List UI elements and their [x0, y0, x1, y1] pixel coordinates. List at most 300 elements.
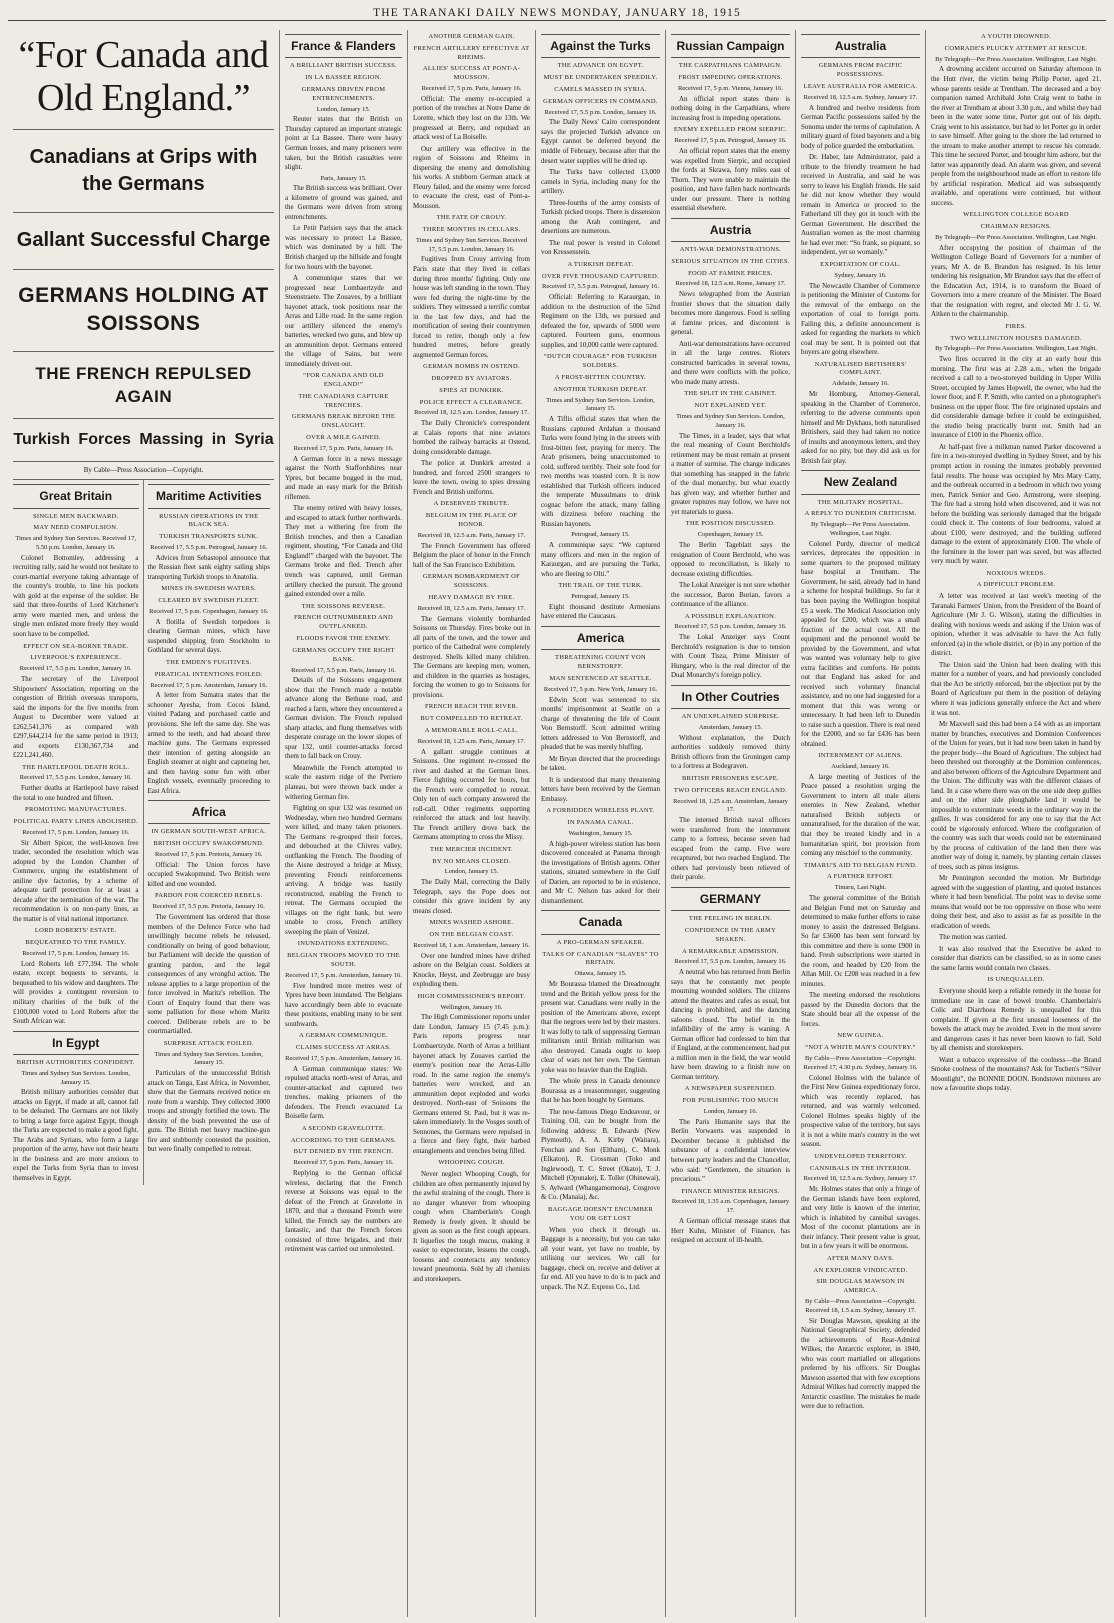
- dateline: Received 17, 5.5 p.m. London, January 16.: [544, 108, 657, 116]
- article-headline: TURKISH TRANSPORTS SUNK.: [159, 533, 259, 541]
- article-paragraph: The Union said the Union had been dealing with this matter for a number of years, and had previously concluded that the Act be strictly enforced, but the objection put by the Board of Agriculture put them in the position of delaying where it was judicious generally enforce the Act and where it was not.: [931, 660, 1101, 717]
- article-paragraph: A neutral who has returned from Berlin says that he constantly met people mourning wounded soldiers. The citizens attend the theatres and cafes as usual, but dancing is prohibited, and the dancing saloons closed. The belief in the infallibility of the army is waning. A German officer had confessed to him that if England, at the commencement, had put a million men in the field, the war would have been drawing to a finish now on German territory.: [671, 968, 790, 1081]
- article-paragraph: The general committee of the British and Belgian Fund met on Saturday and determined to make further efforts to raise money to assist the distressed Belgians. So far £3600 has been sent forward by this committee and there is some £900 in hand. Fresh subscriptions were started in the room, and headed by £20 from the Allan Mill. Oc £208 was reached in a few minutes.: [801, 894, 920, 988]
- dateline: Times and Sydney Sun Services. London, January 16.: [676, 413, 785, 429]
- article-headline: ALLIES' SUCCESS AT PONT-A-MOUSSON.: [422, 65, 521, 82]
- dateline: By Cable—Press Association—Copyright. Received 18, 1.5 a.m. Sydney, January 17.: [804, 1298, 917, 1314]
- article-paragraph: A letter was received at last week's meeting of the Taranaki Farmers' Union, from the President of the Board of Agriculture (Mr J. G. Wilson), stating the difficulties in dealing with noxious weeds and asking if the Union was of opinion, whether it was advisable to have the Act fully enforced (a) in the whole district, or (b) in any portion of the district.: [931, 592, 1101, 658]
- article-headline: MINES IN SWEDISH WATERS.: [161, 585, 257, 593]
- article-paragraph: Official: The Union forces have occupied Swakopmund. Two British were killed and one wounded.: [147, 860, 270, 888]
- dateline: Paris, January 15.: [320, 174, 367, 182]
- article-paragraph: Without explanation, the Dutch authorities suddenly removed thirty British officers from the Groningen camp to a fortress at Bodegraven.: [671, 733, 790, 771]
- article-headline: FRENCH ARTILLERY EFFECTIVE AT RHEIMS.: [413, 44, 530, 61]
- article-paragraph: Meanwhile the French attempted to scale the eastern ridge of the Perriere plateau, but were thrown back under a withering German fire.: [285, 763, 402, 801]
- lead-title: “For Canada and Old England.”: [13, 30, 274, 130]
- article-paragraph: Everyone should keep a reliable remedy in the house for immediate use in case of bowel trouble. Chamberlain's Colic and Diarrhoea Remedy is unequalled for this complaint. If given at the first unusual looseness of the bowels the attack may be avoided. Even in the most severe and dangerous cases it has never been known to fail. Sold by all chemists and storekeepers.: [931, 987, 1101, 1053]
- article-paragraph: Over one hundred mines have drifted ashore on the Belgian coast. Soldiers at Knocke, Heyst, and Zeebrugge are busy exploding them.: [413, 951, 530, 989]
- article-paragraph: Further deaths at Hartlepool have raised the total to one hundred and fifteen.: [13, 784, 139, 802]
- article-paragraph: The enemy retired with heavy losses, and escaped to attack further northwards. They met a withering fire from the British trenches, and then a Canadian regiment, shouting, “For Canada and Old England!” charged with the bayonet. The Germans broke and fled. Trench after trench was captured, until German artillery checked the pursuit. The ground gained extended over a mile.: [285, 504, 402, 599]
- article-headline: A DESERVED TRIBUTE.: [433, 500, 510, 508]
- article-paragraph: The Times, in a leader, says that what the real meaning of Count Berchtold's retirement may be must remain at present a matter of surmise. The change indicates that something has snapped in the fabric of the dual monarchy, but what exactly has given way, and whether further and greater ruptures may follow, we have not yet materials to guess.: [671, 431, 790, 516]
- article-paragraph: The Paris Humanite says that the Berlin Vorwaerts was suspended in December because it published the substance of a confidential interview between party leaders and the Chancellor, who said: “Gentlemen, the situation is precarious.”: [671, 1117, 790, 1184]
- article-paragraph: The motion was carried.: [939, 933, 1008, 942]
- article-paragraph: Details of the Soissons engagement show that the French made a notable advance along the Bethune road, and reached a farm, where they encountered a German division. The French repulsed sharp attacks, and flung themselves with desperate courage on the lower slopes of spur 132, until counter-attacks forced them to fall back on Crouy.: [285, 676, 402, 761]
- dateline: London, January 16.: [703, 1108, 758, 1116]
- article-headline: SPIES AT DUNKIRK.: [439, 386, 504, 394]
- dateline: Received 18, 12.5 a.m. Paris, January 17.: [417, 531, 526, 539]
- article-headline: THE ADVANCE ON EGYPT.: [557, 62, 644, 70]
- article-headline: IN LA BASSEE REGION.: [305, 74, 382, 82]
- article-headline: INTERNMENT OF ALIENS.: [818, 752, 903, 760]
- article-paragraph: A communique states that we progressed near Lombaertzyde and Steenstraete. The Zouaves, by a brilliant bayonet attack, took positions near the Arras and Lille road. In the same region our artillery silenced the enemy's batteries, wrecked two guns, and blew up an ammunition depot. Germans entered the village of Sains, but were immediately driven out.: [285, 274, 402, 368]
- dateline: Received 18, 12.5 a.m. London, January 17.: [414, 409, 529, 417]
- article-headline: THE SOISSONS REVERSE.: [301, 602, 386, 610]
- article-paragraph: Never neglect Whooping Cough, for children are often permanently injured by the awful straining of the cough. There is no danger whatever from whooping cough when Chamberlain's Cough Remedy is freely given. It should be given as soon as the first cough appears. It liquefies the tough mucus, making it easier to expectorate, lessens the cough, loosens and counteracts any tendency toward pneumonia. Sold by all chemists and storekeepers.: [413, 1170, 530, 1283]
- dateline: Received 17, 5 p.m. London, January 16.: [22, 828, 130, 836]
- article-headline: A REPLY TO DUNEDIN CRITICISM.: [804, 510, 917, 518]
- article-paragraph: The now-famous Diego Endeavour, or Training Oil, can be bought from the following address: B. Edwards (New Plymouth), A. A. Kirby (Waitara), Fenchan and Son (Eltham), C. Monk (Elkaton), R. Crossman (Toko and Inglewood), T. C. Street (Okato), T. J. Mitchell (Opunake), E. Toller (Ohinewai), S. Aylward (Whangamomona), Cosgrove & Co. (Manaia), &c.: [541, 1107, 660, 1202]
- dateline: London, January 15.: [316, 105, 371, 113]
- article-paragraph: The Daily News' Cairo correspondent says the projected Turkish advance on Egypt cannot be deferred beyond the middle of February, because after that the desert water supplies will be dried up.: [541, 118, 660, 165]
- article-paragraph: Colonel Purdy, director of medical services, deprecates the opposition in some quarters to the proposed military base hospital at Trentham. The Government, he said, already had in hand a scheme for hospital buildings. So far it has been paying the Wellington hospital £5 a week. The Medical Association only appealed for £200, which was a small fraction of the actual cost. All the equipment and the personnel would be provided by the Government, and what was wanted was voluntary help to give extra facilities and comforts. He points out that England has asked for and received such voluntary financial assistance, and no one had suggested for a moment that this was wrong or unnecessary. It had been left to Dunedin to raise such a question. There is real need for the £2000, and so far £436 has been obtained.: [801, 539, 920, 748]
- article-headline: FRENCH REACH THE RIVER.: [424, 703, 519, 711]
- article-paragraph: Sir Albert Spicer, the well-known free trader, seconded the resolution which was adopted by the London Chamber of Commerce, urging the establishment of aniline dye factories, by a scheme of adequate tariff protection for at least a decade after the termination of the war. The recommendation is on non-party lines, as the matter is of vital national importance.: [13, 838, 139, 923]
- article-paragraph: The secretary of the Liverpool Shipowners' Association, reporting on the congestion of British overseas transports, said the imports for the five months from August to December were valued at £262,541,376 as compared with £297,644,214 for the same period in 1913; and exports £130,367,734 and £221,241,460.: [13, 674, 139, 760]
- section-heading: New Zealand: [801, 470, 920, 494]
- article-headline: MAY NEED COMPULSION.: [33, 524, 119, 532]
- article-headline: TWO WELLINGTON HOUSES DAMAGED.: [950, 334, 1082, 342]
- article-headline: IN PANAMA CANAL.: [567, 819, 634, 827]
- section-heading: America: [541, 626, 660, 650]
- section-heading: Maritime Activities: [148, 484, 271, 508]
- article-headline: THE FEELING IN BERLIN.: [688, 915, 773, 923]
- article-headline: IN GERMAN SOUTH-WEST AFRICA.: [151, 828, 267, 836]
- article-headline: SIR DOUGLAS MAWSON IN AMERICA.: [816, 1278, 905, 1295]
- dateline: Petrograd, January 15.: [571, 531, 630, 539]
- article-headline: GERMANS BREAK BEFORE THE ONSLAUGHT.: [291, 413, 396, 430]
- lead-credit: By Cable—Press Association—Copyright.: [13, 462, 274, 481]
- article-paragraph: It was also resolved that the Executive be asked to consider that districts can be classified, so as in some cases the same farms would contain two classes.: [931, 944, 1101, 972]
- article-headline: COMRADE'S PLUCKY ATTEMPT AT RESCUE.: [944, 44, 1088, 52]
- article-headline: ENEMY EXPELLED FROM SIERPIC.: [673, 126, 788, 134]
- article-paragraph: A hundred and twelve residents from German Pacific possessions sailed by the Sonoma under the terms of capitulation. A military guard of fixed bayonets and a big body of police guarded the embarkation.: [801, 103, 920, 150]
- article-headline: GERMAN OFFICERS IN COMMAND.: [543, 97, 658, 105]
- article-headline: A FROST-BITTEN COUNTRY.: [554, 373, 647, 381]
- dateline: Times and Sydney Sun Services. Received 17, 5.5 p.m. London, January 16.: [416, 236, 527, 253]
- article-headline: GERMANS DRIVEN FROM ENTRENCHMENTS.: [301, 85, 386, 102]
- dateline: Received 17, 5 p.m. Amsterdam, January 16.: [150, 681, 268, 689]
- article-paragraph: Sir Douglas Mawson, speaking at the National Geographical Society, defended the achievements of Rear-Admiral Wilkes, the Antarctic explorer, in 1840, who was court martialled on allegations preferred by his officers. Sir Douglas Mawson asserted that with few exceptions Admiral Wilkes had correctly mapped the Antarctic coastline. The mistakes he made were due to refraction.: [801, 1316, 920, 1411]
- article-headline: THE TRAIL OF THE TURK.: [558, 582, 643, 590]
- article-paragraph: The Lokal Anzeiger says Count Berchtold's resignation is due to tension with Count Tisza, Prime Minister of Hungary, who is the real director of the Dual Monarchy's foreign policy.: [671, 633, 790, 680]
- article-headline: ANTI-WAR DEMONSTRATIONS.: [679, 245, 782, 253]
- article-paragraph: Our artillery was effective in the region of Soissons and Rheims in dispersing the enemy and demolishing his works. A stubborn German attack at Fleury failed, and the enemy were forced to evacuate the crest, east of Pont-a-Mousson.: [413, 144, 530, 210]
- dateline: Received 17, 5 p.m. Amsterdam, January 16.: [285, 1054, 402, 1062]
- article-headline: OVER A MILE GAINED.: [306, 434, 381, 442]
- article-paragraph: Lord Roberts left £77,394. The whole estate, except bequests to servants, is bequeathed to his widow and daughters. The will provides a contingent reversion to military charities of the bulk of the £100,000 voted to Lord Roberts after the South African war.: [13, 959, 139, 1026]
- article-paragraph: Mr Pennington seconded the motion. Mr Burbridge agreed with the suggestion of planting, and quoted instances where it had been beneficial. The point was to devise some means that would not be too oppressive on those who were doing their best, and also to assist as far as possible in the eradication of weeds.: [931, 874, 1101, 930]
- article-paragraph: Fugitives from Crouy arriving from Paris state that they lived in cellars during three months' fighting. Only one house was left standing in the town. They were fed during the night-time by the soldiers. They witnessed a terrific combat in the last few days, and had the mortification of seeing their countrymen forced to retire, though only a few hundred metres, before greatly augmented German forces.: [413, 255, 530, 359]
- dateline: Adelaide, January 16.: [832, 380, 889, 388]
- dateline: Received 17, 5 p.m. Vienna, January 16.: [677, 84, 784, 92]
- dateline: Received 17, 5.5 p.m. Petrograd, January 16.: [542, 283, 659, 291]
- article-headline: THREATENING COUNT VON BERNSTORFF.: [555, 654, 646, 671]
- article-headline: CLEARED BY SWEDISH FLEET.: [158, 597, 260, 605]
- article-headline: NOT EXPLAINED YET.: [694, 402, 767, 410]
- dateline: Received 17, 5.5 p.m. London, January 16.: [674, 623, 787, 631]
- article-paragraph: The Daily Chronicle's correspondent at Calais reports that nine aviators bombed the railway barracks at Ostend, doing considerable damage.: [413, 419, 530, 456]
- article-headline: THE SPLIT IN THE CABINET.: [684, 390, 777, 398]
- dateline: Received 17, 5.5 p.m. Pretoria, January 16.: [152, 903, 265, 911]
- article-headline: A YOUTH DROWNED.: [981, 33, 1051, 40]
- dateline: Received 17, 5 p.m. Paris, January 16.: [421, 85, 522, 93]
- article-headline: FOR PUBLISHING TOO MUCH: [682, 1097, 779, 1105]
- article-headline: IS UNEQUALLED.: [987, 976, 1045, 984]
- column-6: [796, 30, 926, 1617]
- article-paragraph: The Lokal Anzeiger is not sure whether the successor, Baron Burian, favors a continuance of the alliance.: [671, 581, 790, 609]
- dateline: Received 18, 12.5 a.m. Sydney, January 17.: [803, 1175, 918, 1183]
- lead-banner-2: Gallant Successful Charge: [13, 213, 274, 269]
- article-paragraph: After occupying the position of chairman of the Wellington College Board of Governors for a number of years, Mr A. de B. Brandon has resigned. In his letter tendering his resignation, Mr Brandon says that the effect of the Education Act, 1914, is to transform the Board of Governors into a mere creature of the Minister. The Board that the resignation with regret, and elected Mr J. G. W. Aitken to the chairmanship.: [931, 243, 1101, 319]
- article-headline: THE POSITION DISCUSSED.: [685, 520, 776, 528]
- dateline: Received 17, 5 p.m. New York, January 16.: [543, 685, 658, 693]
- lead-banner-1: Canadians at Grips with the Germans: [13, 130, 274, 213]
- section-heading: In Egypt: [13, 1031, 139, 1055]
- article-headline: CLAIMS SUCCESS AT ARRAS.: [295, 1043, 392, 1051]
- article-headline: “NOT A WHITE MAN'S COUNTRY.”: [805, 1044, 916, 1052]
- article-paragraph: Reuter states that the British on Thursday captured an important strategic point at La Bassee. There were heavy German losses, and many prisoners were taken, but the British casualties were slight.: [285, 115, 402, 172]
- article-headline: A BRILLIANT BRITISH SUCCESS.: [290, 62, 397, 70]
- article-headline: SERIOUS SITUATION IN THE CITIES.: [671, 257, 790, 265]
- article-paragraph: The Government has ordered that those members of the Defence Force who had unwillingly become rebels be released, conditionally on being of good behaviour, but Parliament will decide the question of granting pardon, and the legal consequences of any wrongful action. The release applies to a large proportion of the force involved in Maritz's rebellion. The Court of Enquiry found that there was some palliation for those whom Maritz coerced. Deliberate rebels are to be courtmartialled.: [147, 913, 270, 1036]
- article-paragraph: A large meeting of Justices of the Peace passed a resolution urging the Government to intern all male aliens enemies in New Zealand, whether naturalised British subjects or unnaturalised, for the duration of the war, that they be treated kindly and in a humanitarian spirit, but provision from coming any mischief to the community.: [801, 772, 920, 858]
- dateline: By Telegraph—Per Press Association. Wellington, Last Night.: [935, 233, 1097, 241]
- article-headline: MINES WASHED ASHORE.: [429, 919, 514, 927]
- article-headline: NATURALISED BRITISHERS' COMPLAINT.: [814, 360, 907, 377]
- section-heading: In Other Coutries: [671, 685, 790, 709]
- article-headline: LORD ROBERTS' ESTATE.: [34, 927, 117, 935]
- article-paragraph: A flotilla of Swedish torpedoes is clearing German mines, which have suspended shipping from Stockholm to Gothland for several days.: [147, 617, 270, 655]
- dateline: Auckland, January 16.: [831, 763, 890, 771]
- column-1-left: [13, 480, 144, 1185]
- dateline: Received 17, 5 p.m. Paris, January 16.: [293, 1159, 394, 1167]
- dateline: Received 17, 5.5 p.m. Paris, January 16.: [291, 666, 396, 674]
- article-paragraph: The police at Dunkirk arrested a hundred, and forced 2500 strangers to leave the town, owing to spies dressing French and British uniforms.: [413, 459, 530, 496]
- article-headline: SURPRISE ATTACK FOILED.: [163, 1039, 254, 1047]
- article-headline: A GERMAN COMMUNIQUE.: [299, 1032, 388, 1040]
- article-headline: INUNDATIONS EXTENDING.: [297, 940, 390, 948]
- dateline: Petrograd, January 15.: [571, 593, 630, 601]
- article-headline: NOXIOUS WEEDS.: [986, 569, 1046, 577]
- article-paragraph: Particulars of the unsuccessful British attack on Tanga, East Africa, in November, show that the Germans received notice en route from a warship. They collected 3000 troops and strongly fortified the town. The density of the bush prevented the use of guns. The British met heavy machine-gun fire and stubbornly contested the position, but were finally compelled to retreat.: [147, 1069, 270, 1154]
- article-paragraph: A gallant struggle continues at Soissons. One regiment re-crossed the river and dashed at the German lines. Fierce fighting occurred for hours, but the French were compelled to retreat. Only ten of each company answered the roll-call. Other regiments supporting reinforced the attack and lost heavily. The French artillery drove back the Germans attempting to cross the Missy.: [413, 747, 530, 842]
- article-headline: A NEWSPAPER SUSPENDED.: [684, 1085, 777, 1093]
- dateline: Received 18, 1 a.m. Amsterdam, January 16.: [413, 941, 530, 949]
- article-paragraph: The whole press in Canada denounce Bourassa as a treasonmonger, suggesting that he has been bought by Germans.: [541, 1077, 660, 1105]
- dateline: Times and Sydney Sun Services. London, January 15.: [21, 1069, 131, 1086]
- article-paragraph: Mr Homburg, Attorney-General, speaking in the Chamber of Commerce, referring to the adverse comments upon himself and Mr Dykhaus, both naturalised Britishers, said they had taken no notice of insults and anonymous letters, and they asked for no pity, but they did ask us for British fair play.: [801, 390, 920, 465]
- article-headline: THE MERCIER INCIDENT.: [430, 845, 513, 853]
- article-paragraph: A German force in a news message against the North Staffordshires near Ypres, but became bogged in the mud, and made an easy mark for the British riflemen.: [285, 454, 402, 501]
- article-paragraph: A German communique states: We repulsed attacks north-west of Arras, and counter-attacked and captured two trenches, making prisoners of the defenders. The French evacuated La Boiselle farm.: [285, 1064, 402, 1121]
- article-paragraph: Le Petit Parisien says that the attack was necessary to protect La Bassee, which was dominated by a hill. The British charged up the hillside and fought for two hours with the bayonet.: [285, 224, 402, 271]
- article-headline: BY NO MEANS CLOSED.: [432, 857, 511, 865]
- article-headline: FIRES.: [1005, 322, 1027, 330]
- section-heading: Russian Campaign: [671, 34, 790, 58]
- article-paragraph: The British success was brilliant. Over a kilometre of ground was gained, and the Germans were driven from strong entrenchments.: [285, 184, 402, 221]
- article-paragraph: Official: The enemy re-occupied a portion of the trenches at Notre Dame de Lorette, which they lost on the 13th. We progressed at Berry, and repulsed an attack west of La Boiselle.: [413, 94, 530, 142]
- article-headline: FROST IMPEDING OPERATIONS.: [678, 74, 783, 82]
- article-paragraph: A high-power wireless station has been discovered concealed at Panama through the investigations of British agents. Other stations, situated somewhere in the Gulf of Darien, are reported to be in existence, and Mr C. Nelson has asked for their dismantlement.: [541, 839, 660, 905]
- article-headline: GERMAN BOMBARDMENT OF SOISSONS.: [422, 573, 521, 590]
- dateline: By Telegraph—Per Press Association. Wellington, Last Night.: [935, 55, 1097, 63]
- article-paragraph: Edwin Scott was sentenced to six months' imprisonment at Seattle on a charge of threatening the life of Count Von Bernstorff. Scott admitted writing letters addressed to Von Bernstorff, and pleaded that he was merely bluffing.: [541, 695, 660, 752]
- article-paragraph: Replying to the German official wireless, declaring that the French reverse at Soissons was equal to the defeat of the French at Gravelotte in 1870, and that a thousand French were killed, the French say the numbers are fantastic, and that the French forces consisted of three brigades, and their retirement was carried out unmolested.: [285, 1169, 402, 1254]
- dateline: Times and Sydney Sun Services. London, January 15.: [154, 1050, 264, 1067]
- article-paragraph: Mr Bryan directed that the proceedings be taken.: [541, 754, 660, 773]
- dateline: By Cable—Press Association—Copyright. Received 17, 4.30 p.m. Sydney, January 16.: [803, 1054, 918, 1071]
- section-heading: Canada: [541, 910, 660, 934]
- column-2: [280, 30, 408, 1617]
- article-headline: THE MILITARY HOSPITAL.: [817, 498, 904, 506]
- article-headline: A MEMORABLE ROLL-CALL.: [424, 726, 519, 734]
- article-headline: LEAVE AUSTRALIA FOR AMERICA.: [803, 82, 918, 90]
- article-headline: LIVERPOOL'S EXPERIENCE.: [30, 654, 122, 662]
- article-headline: NEW GUINEA.: [837, 1032, 884, 1040]
- article-headline: CHAIRMAN RESIGNS.: [980, 223, 1052, 231]
- article-paragraph: Want a tobacco expressive of the coolness—the Brand Smoke coolness of the mountains? Ask for Tuchen's “Silver Moonlight”, the BONNIE DOON. Bondstown mixtures are now a favourite shops today.: [931, 1055, 1101, 1093]
- lead-banner-5: Turkish Forces Massing in Syria: [13, 419, 274, 462]
- article-paragraph: An official report states that the enemy was expelled from Sierpic, and occupied the fords at Skrawa, forty miles east of Thorn. They were unable to maintain the position, and have fallen back northwards under our pressure. There is nothing essential elsewhere.: [671, 147, 790, 213]
- article-paragraph: It is understood that many threatening letters have been received by the German Embassy.: [541, 775, 660, 803]
- lead-banner-4: THE FRENCH REPULSED AGAIN: [13, 352, 274, 419]
- article-paragraph: British military authorities consider that attacks on Egypt, if made at all, cannot fail to be defeated. The Germans are not likely to bring a large force against Egypt, though the Turks are expected to make a good fight. The Arabs and Syrians, who form a large proportion of the army, have not their hearts in the business and are more anxious to expel the Turks from Syria than to invest themselves in Egypt.: [13, 1088, 139, 1182]
- article-headline: CONFIDENCE IN THE ARMY SHAKEN.: [684, 926, 777, 943]
- article-headline: AN UNEXPLAINED SURPRISE.: [681, 713, 780, 721]
- article-headline: A REMARKABLE ADMISSION.: [682, 947, 779, 955]
- article-headline: FINANCE MINISTER RESIGNS.: [681, 1187, 780, 1195]
- dateline: Amsterdam, January 15.: [698, 723, 763, 731]
- article-paragraph: A communique says: “We captured many officers and men in the region of Karaurgan, and are pursuing the Turks, who are fleeing to Olti.”: [541, 541, 660, 578]
- article-paragraph: Anti-war demonstrations have occurred in all the large centres. Rioters constructed barricades in several towns, and there were conflicts with the police, who made many arrests.: [671, 339, 790, 386]
- article-headline: TALKS OF CANADIAN “SLAVES” TO BRITAIN.: [542, 950, 659, 967]
- article-headline: BRITISH PRISONERS ESCAPE.: [682, 774, 779, 782]
- article-paragraph: Advices from Sebastopol announce that the Russian fleet sank eighty sailing ships transporting Turkish troops to Anatolia.: [147, 553, 270, 581]
- dateline: Received 17, 5 p.m. Copenhagen, January 16.: [149, 608, 269, 616]
- article-headline: GERMANS FROM PACIFIC POSSESSIONS.: [818, 62, 903, 79]
- article-paragraph: Mr Bourassa blamed the Dreadnought trend and the British yellow press for the present war. Canadians were really in the position of the Americans above, except that the negroes were led by their masters. It was folly to talk of suppressing German militarism until British militarism was also destroyed. Canada ought to keep clear of wars not her own. The German yoke was no heavier than the English.: [541, 980, 660, 1074]
- article-headline: PROMOTING MANUFACTURES.: [25, 806, 127, 814]
- column-1-right: [144, 480, 275, 1185]
- article-paragraph: A German official message states that Herr Kuhn, Minister of Finance, has resigned on account of ill-health.: [671, 1217, 790, 1245]
- article-headline: BRITISH OCCUPY SWAKOPMUND.: [153, 840, 265, 848]
- article-headline: BEQUEATHED TO THE FAMILY.: [25, 939, 127, 947]
- article-paragraph: Colonel Bottomley, addressing a recruiting rally, said he would not hesitate to court-martial everyone taking advantage of the country's trouble, to line his pockets with gold at the expense of the soldier. He said that three-fourths of Lord Kitchener's army were married men, and unless the single men enlisted more freely they would soon have to be compelled.: [13, 553, 139, 638]
- article-paragraph: The High Commissioner reports under date London, January 15 (7.45 p.m.): Paris reports progress near Lombaertzyde. North of Arras a brilliant bayonet attack by Zouaves carried the enemy's position near the Arras-Lille road. In the same region the enemy's batteries were wrecked, and an ammunition depot exploded and works destroyed. North-east of Soissons the Germans entered St. Paul, but it was re-taken immediately. In the Vosges south of Sennones, the Germans were repulsed in a fierce and fiery fight, their barbed entanglements and trenches being filled.: [413, 1013, 530, 1155]
- article-headline: PARDON FOR COERCED REBELS.: [154, 892, 263, 900]
- article-headline: THE FATE OF CROUY.: [436, 214, 507, 222]
- article-headline: GERMAN BOMBS IN OSTEND.: [423, 363, 520, 371]
- dateline: Washington, January 15.: [568, 829, 633, 837]
- article-headline: ON THE BELGIAN COAST.: [429, 931, 514, 939]
- article-headline: BELGIUM IN THE PLACE OF HONOR.: [425, 512, 518, 529]
- article-headline: POLITICAL PARTY LINES ABOLISHED.: [13, 818, 138, 826]
- article-paragraph: A letter from Sumatra states that the schooner Ayesha, from Cocos Island, visited Padang and purchased cattle and provisions. She left the same day. She was armed to the teeth, and had aboard three machine guns. The Germans expressed their intention of getting alongside an English steamer at night and capturing her, and then having some fun with other English vessels, eventually proceeding to East Africa.: [147, 691, 270, 795]
- dateline: Sydney, January 16.: [834, 271, 887, 279]
- article-headline: THE HARTLEPOOL DEATH ROLL.: [22, 763, 130, 771]
- article-headline: CAMELS MASSED IN SYRIA.: [554, 85, 647, 93]
- article-headline: WHOOPING COUGH.: [438, 1159, 505, 1167]
- article-headline: EXPORTATION OF COAL.: [820, 260, 901, 268]
- column-4: [536, 30, 666, 1617]
- dateline: Received 17, 5.5 p.m. London, January 16.: [19, 774, 132, 782]
- article-headline: GERMANS OCCUPY THE RIGHT BANK.: [292, 646, 395, 663]
- article-paragraph: A Tiflis official states that when the Russians captured Ardahan a thousand Turks were found lying in the streets with frost-bitten feet, praying for mercy. The Arab prisoners, being unaccustomed to cold, suffered terribly. Their sole food for two months was toasted corn. It is now established that Turkish officers induced the temperate Mussulmans to drink cognac before the attack, many falling with dizziness before reaching the Russian bayonets.: [541, 415, 660, 528]
- article-headline: PIRATICAL INTENTIONS FOILED.: [154, 670, 263, 678]
- dateline: London, January 15.: [444, 868, 499, 876]
- column-3: [408, 30, 536, 1617]
- columns: [8, 30, 1106, 1617]
- article-headline: UNDEVELOPED TERRITORY.: [814, 1152, 907, 1160]
- article-headline: WELLINGTON COLLEGE BOARD: [963, 211, 1069, 219]
- article-paragraph: Two fires occurred in the city at an early hour this morning. The first was at 2.28 a.m., when the brigade received a call to a two-storeyed building in Upper Willis Street, occupied by James Hopwell, the owner, who had the lower floor, and F. P. Smith, who carried on a photographer's business on the upper floor. The fire originated upstairs and did considerable damage before it could be extinguished, the studio being practically burnt out. Smith had an insurance of £100 in the Phoenix office.: [931, 355, 1101, 440]
- article-headline: A TURKISH DEFEAT.: [567, 260, 634, 268]
- article-paragraph: The Newcastle Chamber of Commerce is petitioning the Minister of Customs for the removal of the embargo on the exportation of coal to foreign ports. Failing this, a definite announcement is asked for regarding the markets to which coal may be sent. It is pointed out that buyers are going elsewhere.: [801, 281, 920, 357]
- section-heading: Austria: [671, 218, 790, 242]
- article-paragraph: Mr Maxwell said this had been a £4 with as an important matter by branches, executives and Dominion Conferences of the Union for years, but it had now been taken in hand by the proper body—the Board of Agriculture. The subject had been threshed out thoroughly at the Dominion conferences, and also between officers of the Agriculture Department and the Union. The difficulty was with the different classes of land. In a case where there was on the one side deep gullies and on the other side ploughable land it would be impossible to exterminate weeds in the ordinary way in the gullies. It was considered for any one to say that the Act could be vigorously enforced. Where the configuration of the country was such that weeds could not be exterminated by the process of cultivation of the land then there was another way of doing it, namely, by planting certain classes of trees, such as pinus insignus.: [931, 720, 1101, 871]
- section-heading: Africa: [148, 800, 271, 824]
- article-headline: EFFECT ON SEA-BORNE TRADE.: [23, 642, 129, 650]
- article-paragraph: The Germans violently bombarded Soissons on Thursday. Fires broke out in all parts of the town, and the tower and portico of the Cathedral were completely destroyed. Shells killed many children. The Germans are keeping men, women, and children in the quarries as hostages, forcing the women to go to Soissons for provisions.: [413, 614, 530, 699]
- article-headline: SINGLE MEN BACKWARD.: [32, 512, 119, 520]
- dateline: Timaru, Last Night.: [834, 884, 887, 892]
- article-headline: THREE MONTHS IN CELLARS.: [422, 225, 521, 233]
- article-paragraph: An official report states there is nothing doing in the Carpathians, where increasing frost is impeding operations.: [671, 94, 790, 122]
- article-headline: AN EXPLORER VINDICATED.: [813, 1266, 908, 1274]
- article-paragraph: Three-fourths of the army consists of Turkish picked troops. There is dissension among the Arab contingent, and desertions are numerous.: [541, 198, 660, 236]
- article-paragraph: The meeting endorsed the resolutions passed by the Dunedin doctors that the State should bear all the expense of the forces.: [801, 991, 920, 1028]
- article-headline: BUT DENIED BY THE FRENCH.: [293, 1148, 394, 1156]
- section-heading: GERMANY: [671, 887, 790, 911]
- article-headline: CANNIBALS IN THE INTERIOR.: [809, 1164, 912, 1172]
- article-paragraph: The real power is vested in Colonel von Kressenstein.: [541, 238, 660, 257]
- article-headline: HEAVY DAMAGE BY FIRE.: [428, 593, 515, 601]
- section-heading: Great Britain: [13, 484, 139, 508]
- article-headline: FOOD AT FAMINE PRICES.: [688, 269, 773, 277]
- article-headline: THE CARPATHIANS CAMPAIGN.: [678, 62, 783, 70]
- article-paragraph: When you check it through us. Baggage is a necessity, but you can take all your want, yet have no trouble, by utilising our services. We call for baggage, check on, receive and deliver at far end. All you have to do is to pack and unpack. The N.Z. Express Co., Ltd.: [541, 1225, 660, 1291]
- article-paragraph: Fighting on spur 132 was resumed on Wednesday, when two hundred Germans were killed, and many taken prisoners. The Germans re-grouped their forces, and debouched at the Chivres valley, outflanking the French. The flooding of the Aisne destroyed a bridge at Missy, preventing French reinforcements arriving. A bridge was hastily reconstructed, enabling the French to retreat. The Germans occupied the villages on the right bank, but were unable to cross, French artillery sweeping the plain of Venizel.: [285, 804, 402, 936]
- dateline: Received 17, 5.5 p.m. London, January 16.: [19, 665, 132, 673]
- article-paragraph: Colonel Holmes with the balance of the First New Guinea expeditionary force, which was recently replaced, has returned, and was warmly welcomed. Colonel Holmes speaks highly of the prospective value of the territory, but says it is not a white man's country in the wet season.: [801, 1073, 920, 1149]
- section-heading: Against the Turks: [541, 34, 660, 58]
- article-headline: A DIFFICULT PROBLEM.: [976, 581, 1056, 589]
- masthead: THE TARANAKI DAILY NEWS MONDAY, JANUARY 18, 1915: [8, 6, 1106, 21]
- column-1: [8, 30, 280, 1617]
- article-headline: A POSSIBLE EXPLANATION.: [684, 612, 777, 620]
- article-headline: POLICE EFFECT A CLEARANCE.: [419, 398, 524, 406]
- dateline: Received 17, 5.5 p.m. Petrograd, January 16.: [150, 544, 268, 552]
- dateline: Received 18, 12.5 a.m. Sydney, January 17.: [803, 93, 918, 101]
- article-headline: FRENCH OUTNUMBERED AND OUTFLANKED.: [293, 614, 394, 631]
- section-heading: Australia: [801, 34, 920, 58]
- dateline: Received 18, 1.25 a.m. Amsterdam, January 17.: [673, 797, 788, 814]
- lead-banner-3: GERMANS HOLDING AT SOISSONS: [13, 270, 274, 352]
- dateline: Received 18, 12.5 a.m. Rome, January 17.: [675, 280, 786, 288]
- dateline: Ottawa, January 15.: [574, 970, 627, 978]
- column-5: [666, 30, 796, 1617]
- dateline: Wellington, January 16.: [440, 1003, 503, 1011]
- article-headline: HIGH COMMISSIONER'S REPORT.: [417, 992, 526, 1000]
- article-headline: BUT COMPELLED TO RETREAT.: [420, 715, 523, 723]
- article-paragraph: The Daily Mail, correcting the Daily Telegraph, says the Pope does not consider this grave incident by any means closed.: [413, 878, 530, 915]
- article-headline: BAGGAGE DOESN'T ENCUMBER YOU OR GET LOST: [547, 1205, 654, 1222]
- article-headline: BRITISH AUTHORITIES CONFIDENT.: [16, 1058, 135, 1066]
- article-headline: MAN SENTENCED AT SEATTLE.: [549, 674, 652, 682]
- article-headline: A PRO-GERMAN SPEAKER.: [556, 938, 645, 946]
- article-paragraph: The French Government has offered Belgium the place of honor in the French hall of the San Francisco Exhibition.: [413, 541, 530, 569]
- article-headline: ANOTHER TURKISH DEFEAT.: [553, 385, 648, 393]
- article-headline: A SECOND GRAVELOTTE.: [301, 1124, 386, 1132]
- column-7: [926, 30, 1106, 1617]
- article-paragraph: The Turks have collected 13,000 camels in Syria, including many for the artillery.: [541, 168, 660, 196]
- dateline: Copenhagen, January 15.: [697, 531, 764, 539]
- article-headline: RUSSIAN OPERATIONS IN THE BLACK SEA.: [159, 512, 259, 529]
- dateline: Received 17, 5 p.m. London, January 16.: [22, 950, 130, 958]
- article-paragraph: The interned British naval officers were transferred from the internment camp to a fortress, because seven had escaped from the camp. Five were recaptured, but two reached England. The others had previously been relieved of their parole.: [671, 816, 790, 882]
- article-headline: “DUTCH COURAGE” FOR TURKISH SOLDIERS.: [543, 353, 658, 370]
- dateline: Times and Sydney Sun Services. London, January 15.: [546, 396, 655, 413]
- article-headline: ANOTHER GERMAN GAIN.: [428, 33, 515, 40]
- article-paragraph: Eight thousand destitute Armenians have entered the Caucasus.: [541, 602, 660, 621]
- article-headline: A FORBIDDEN WIRELESS PLANT.: [546, 807, 655, 815]
- article-headline: A FURTHER EFFORT.: [827, 873, 894, 881]
- dateline: Times and Sydney Sun Services. Received 17, 5.50 p.m. London, January 16.: [15, 535, 137, 552]
- dateline: Received 17, 5 p.m. Pretoria, January 16.: [155, 851, 263, 859]
- dateline: By Telegraph—Per Press Association. Wellington, Last Night.: [810, 521, 911, 538]
- article-headline: FLOODS FAVOR THE ENEMY.: [296, 635, 391, 643]
- article-paragraph: Dr. Haber, late Administrator, paid a tribute to the friendly treatment he had received in Australia, and said he was sorry to leave his English friends. He said he did not know whether they would remain in America or proceed to the Fatherland till they got in touch with the German Government. He described the Australian women as the most charming he had ever met: “So frank, so piquant, so independent, yet so womanly.”: [801, 153, 920, 257]
- section-heading: France & Flanders: [285, 34, 402, 58]
- article-headline: TWO OFFICERS REACH ENGLAND.: [673, 786, 788, 794]
- article-paragraph: The Berlin Tageblatt says the resignation of Count Berchtold, who was opposed to reconciliation, is likely to decrease existing difficulties.: [671, 541, 790, 578]
- article-paragraph: Five hundred more metres west of Ypres have been inundated. The Belgians have accordingly been able to evacuate these positions, enabling many to be sent southwards.: [285, 981, 402, 1028]
- column-1-subcolumns: [13, 480, 274, 1185]
- article-headline: OVER FIVE THOUSAND CAPTURED.: [542, 272, 659, 280]
- article-headline: THE CANADIANS CAPTURE TRENCHES.: [298, 392, 389, 409]
- article-paragraph: Official: Referring to Karaurgan, in addition to the destruction of the 52nd Regiment on the 13th, we pursued and defeated the foe, upwards of 5000 were captured. Fourteen guns, enormous supplies, and 10,000 cattle were captured.: [541, 293, 660, 349]
- dateline: By Telegraph—Per Press Association. Wellington, Last Night.: [935, 345, 1097, 353]
- dateline: Received 18, 1.35 a.m. Copenhagen, January 17.: [671, 1198, 790, 1215]
- article-paragraph: A drowning accident occurred on Saturday afternoon in the Hutt river, the victim being Philip Porter, aged 21, whose parents reside at Trentham. The deceased and a boy companion named Archibald John Craig went to bathe in the river at Trentham at about 3.30 p.m., and whilst they had been in the water some time, Porter got out of his depth. Craig went to his assistance, but had to let Porter go in order to save himself. After going to the shore the lad returned to the stream to make another attempt to rescue his comrade. This time he secured Porter, and brought him ashore, but the latter was apparently dead. An alarm was given, and several people from the neighbourhood made an effort to restore life by artificial respiration. Medical aid was subsequently available, and operations were continued, but without success.: [931, 65, 1101, 207]
- dateline: Received 17, 5.5 p.m. London, January 16.: [674, 958, 787, 966]
- dateline: Received 17, 5 p.m. Paris, January 16.: [293, 444, 394, 452]
- article-headline: ACCORDING TO THE GERMANS.: [290, 1136, 397, 1144]
- dateline: Received 17, 5 p.m. Petrograd, January 16.: [674, 137, 787, 145]
- article-headline: MUST BE UNDERTAKEN SPEEDILY.: [543, 74, 658, 82]
- article-headline: DROPPED BY AVIATORS.: [431, 374, 512, 382]
- article-paragraph: Mr. Holmes states that only a fringe of the German islands have been explored, and very little is known of the interior, which is inhabited by cannibal savages. Most of the coconut plantations are in their infancy. Their present value is great, but in a few years it will be enormous.: [801, 1185, 920, 1251]
- article-headline: THE EMDEN'S FUGITIVES.: [165, 658, 252, 666]
- article-headline: AFTER MANY DAYS.: [827, 1254, 894, 1262]
- dateline: Received 17, 5 p.m. Amsterdam, January 16.: [285, 971, 402, 979]
- article-headline: BELGIAN TROOPS MOVED TO THE SOUTH.: [287, 952, 400, 968]
- dateline: Received 18, 1.25 a.m. Paris, January 17.: [417, 737, 526, 745]
- article-paragraph: At half-past five a milkman named Parker discovered a fire in a two-storeyed dwelling in Sydney Street, and by his prompt action in rousing the inmates probably prevented fatal results. The house was occupied by Mrs Mary Catty, and the outbreak occurred in a bedroom in which two young men, Patrick Senior and Geo. Armstrong, were sleeping. The fire had a strong hold when discovered, and it was not before the building was seriously damaged that the brigade could check it. The contents of four bedrooms, valued at about £100, were destroyed, and the building suffered damage to the extent of approximately £100. The whole of the furniture in the lower part was saved, but was affected very much by water.: [931, 442, 1101, 566]
- article-headline: TIMARU'S AID TO BELGIAN FUND.: [803, 861, 918, 869]
- article-paragraph: News telegraphed from the Austrian frontier shows that the situation daily becomes more dangerous. Food is selling at famine prices, and discontent is general.: [671, 290, 790, 337]
- dateline: Received 18, 12.5 a.m. Paris, January 17.: [417, 604, 526, 612]
